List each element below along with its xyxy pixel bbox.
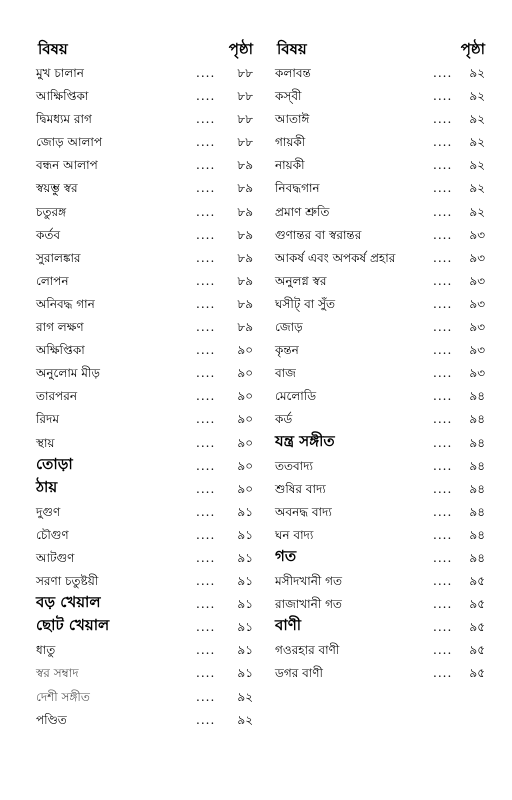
- index-entry: [36, 501, 253, 524]
- index-entry: [275, 270, 485, 293]
- index-entry: [275, 593, 485, 616]
- leader-dots: ....: [433, 574, 453, 589]
- entry-subject: মুখ চালান: [36, 66, 84, 80]
- index-entry: [36, 639, 253, 662]
- entry-page-number: ৯০: [237, 458, 253, 473]
- leader-dots: ....: [196, 343, 216, 358]
- entry-page-number: ৯০: [237, 435, 253, 450]
- index-entry: [275, 62, 485, 85]
- index-entry: [275, 362, 485, 385]
- leader-dots: ....: [196, 689, 216, 704]
- entry-subject: গুণান্তর বা স্বরান্তর: [275, 227, 362, 242]
- index-entry: [275, 247, 485, 270]
- leader-dots: ....: [196, 389, 216, 404]
- subject-heading: বিষয়: [38, 40, 68, 58]
- entry-page-number: ৮৯: [237, 181, 253, 196]
- entry-page-number: ৯৫: [469, 620, 485, 635]
- entry-subject: জোড়: [275, 320, 303, 335]
- entry-subject: ছোট খেয়াল: [36, 616, 110, 635]
- entry-page-number: ৯৩: [469, 273, 485, 288]
- entry-subject: গায়কী: [275, 135, 306, 150]
- leader-dots: ....: [196, 574, 216, 589]
- leader-dots: ....: [433, 412, 453, 427]
- leader-dots: ....: [433, 504, 453, 519]
- index-entry: [275, 639, 485, 662]
- entry-subject: দ্বিমধ্যম রাগ: [36, 112, 92, 127]
- entry-subject: চৌগুণ: [36, 527, 69, 542]
- left-header: [36, 38, 253, 62]
- index-entry: [275, 524, 485, 547]
- leader-dots: ....: [433, 527, 453, 542]
- leader-dots: ....: [196, 204, 216, 219]
- entry-page-number: ৯৫: [469, 574, 485, 589]
- index-entry: [36, 131, 253, 154]
- entry-page-number: ৯৪: [469, 504, 485, 519]
- entry-subject: কর্ড: [275, 412, 293, 427]
- index-entry: [275, 339, 485, 362]
- entry-page-number: ৮৯: [237, 204, 253, 219]
- entry-page-number: ৯৪: [469, 435, 485, 450]
- index-entry: [36, 432, 253, 455]
- leader-dots: ....: [196, 666, 216, 681]
- leader-dots: ....: [433, 666, 453, 681]
- entry-page-number: ৯১: [237, 666, 253, 681]
- leader-dots: ....: [196, 597, 216, 612]
- index-entry: [36, 177, 253, 200]
- entry-subject: গওরহার বাণী: [275, 643, 340, 658]
- entry-subject: তারপরন: [36, 389, 77, 404]
- leader-dots: ....: [433, 620, 453, 635]
- index-entry: [36, 478, 253, 501]
- entry-subject: বাজ: [275, 366, 296, 381]
- index-entry: [275, 154, 485, 177]
- leader-dots: ....: [433, 227, 453, 242]
- entry-page-number: ৯২: [237, 712, 253, 727]
- leader-dots: ....: [196, 527, 216, 542]
- index-entry: [275, 316, 485, 339]
- index-entry: [36, 385, 253, 408]
- leader-dots: ....: [196, 135, 216, 150]
- entry-subject: নায়কী: [275, 158, 305, 173]
- entry-page-number: ৯১: [237, 620, 253, 635]
- entry-page-number: ৯২: [469, 181, 485, 196]
- leader-dots: ....: [433, 597, 453, 612]
- right-header: [275, 38, 485, 62]
- leader-dots: ....: [433, 366, 453, 381]
- entry-page-number: ৯৪: [469, 389, 485, 404]
- right-column: [275, 38, 485, 686]
- left-column: [36, 38, 253, 732]
- index-entry: [275, 408, 485, 431]
- entry-subject: গত: [275, 546, 297, 565]
- index-entry: [275, 455, 485, 478]
- leader-dots: ....: [433, 135, 453, 150]
- entry-page-number: ৮৯: [237, 273, 253, 288]
- entry-page-number: ৯২: [469, 89, 485, 104]
- entry-page-number: ৯১: [237, 504, 253, 519]
- leader-dots: ....: [196, 458, 216, 473]
- leader-dots: ....: [433, 89, 453, 104]
- leader-dots: ....: [433, 458, 453, 473]
- entry-subject: লোপন: [36, 273, 69, 288]
- index-entry: [36, 293, 253, 316]
- entry-page-number: ৯০: [237, 412, 253, 427]
- leader-dots: ....: [196, 158, 216, 173]
- entry-subject: বাণী: [275, 616, 302, 635]
- leader-dots: ....: [433, 343, 453, 358]
- entry-page-number: ৯৩: [469, 366, 485, 381]
- leader-dots: ....: [433, 112, 453, 127]
- index-entry: [36, 339, 253, 362]
- leader-dots: ....: [196, 412, 216, 427]
- leader-dots: ....: [196, 273, 216, 288]
- entry-subject: ঠায়: [36, 477, 58, 496]
- entry-subject: কস্‌বী: [275, 89, 302, 104]
- entry-subject: আতাঈ: [275, 112, 310, 127]
- index-entry: [36, 270, 253, 293]
- leader-dots: ....: [433, 643, 453, 658]
- index-entry: [275, 177, 485, 200]
- leader-dots: ....: [196, 181, 216, 196]
- entry-page-number: ৮৯: [237, 158, 253, 173]
- leader-dots: ....: [433, 296, 453, 311]
- index-entry: [36, 662, 253, 685]
- entry-subject: ঘন বাদ্য: [275, 527, 314, 542]
- leader-dots: ....: [196, 66, 216, 80]
- index-entry: [36, 616, 253, 639]
- entry-subject: ঘসীট্‌ বা সুঁত: [275, 296, 336, 311]
- entry-page-number: ৯০: [237, 481, 253, 496]
- leader-dots: ....: [433, 158, 453, 173]
- entry-page-number: ৮৮: [237, 89, 253, 104]
- index-entry: [36, 85, 253, 108]
- index-entry: [36, 547, 253, 570]
- leader-dots: ....: [433, 389, 453, 404]
- entry-subject: কর্তব: [36, 227, 61, 242]
- entry-subject: যন্ত্র সঙ্গীত: [275, 431, 335, 450]
- entry-subject: কৃন্তন: [275, 343, 299, 358]
- entry-page-number: ৯৪: [469, 527, 485, 542]
- index-entry: [36, 62, 253, 85]
- index-entry: [36, 408, 253, 431]
- index-entry: [36, 316, 253, 339]
- entry-subject: শুষির বাদ্য: [275, 481, 326, 496]
- leader-dots: ....: [196, 620, 216, 635]
- entry-page-number: ৯২: [469, 112, 485, 127]
- entry-page-number: ৯৩: [469, 320, 485, 335]
- entry-subject: অনিবদ্ধ গান: [36, 296, 95, 311]
- entry-subject: ধাতু: [36, 643, 56, 658]
- page-heading: পৃষ্ঠা: [460, 40, 485, 58]
- entry-subject: পণ্ডিত: [36, 712, 67, 727]
- entry-page-number: ৯১: [237, 550, 253, 565]
- entry-page-number: ৯৪: [469, 458, 485, 473]
- entry-page-number: ৮৮: [237, 135, 253, 150]
- entry-subject: অনুলোম মীড়: [36, 366, 100, 381]
- index-entry: [36, 709, 253, 732]
- entry-subject: চতুরঙ্গ: [36, 204, 67, 219]
- page-heading: পৃষ্ঠা: [228, 40, 253, 58]
- entry-subject: কলাবন্ত: [275, 66, 311, 80]
- entry-page-number: ৯২: [469, 204, 485, 219]
- leader-dots: ....: [433, 204, 453, 219]
- entry-subject: ততবাদ্য: [275, 458, 313, 473]
- index-entry: [275, 385, 485, 408]
- index-entry: [36, 201, 253, 224]
- index-entry: [275, 547, 485, 570]
- leader-dots: ....: [196, 112, 216, 127]
- entry-subject: স্থায়: [36, 435, 55, 450]
- entry-page-number: ৯২: [237, 689, 253, 704]
- leader-dots: ....: [196, 643, 216, 658]
- entry-subject: রিদম: [36, 412, 60, 427]
- leader-dots: ....: [433, 435, 453, 450]
- entry-subject: রাজাখানী গত: [275, 597, 342, 612]
- entry-page-number: ৯৪: [469, 412, 485, 427]
- leader-dots: ....: [433, 66, 453, 80]
- entry-subject: অনুলগ্ন স্বর: [275, 273, 327, 288]
- entry-page-number: ৯৪: [469, 550, 485, 565]
- entry-page-number: ৯৩: [469, 343, 485, 358]
- entry-page-number: ৯১: [237, 597, 253, 612]
- entry-subject: আটগুণ: [36, 550, 75, 565]
- entry-page-number: ৯২: [469, 66, 485, 80]
- index-entry: [36, 154, 253, 177]
- entry-subject: অবনদ্ধ বাদ্য: [275, 504, 332, 519]
- entry-page-number: ৯৩: [469, 227, 485, 242]
- right-entry-list: [275, 62, 485, 686]
- entry-subject: তোড়া: [36, 454, 73, 473]
- entry-subject: রাগ লক্ষণ: [36, 320, 84, 335]
- leader-dots: ....: [433, 320, 453, 335]
- entry-page-number: ৯৫: [469, 666, 485, 681]
- entry-page-number: ৯১: [237, 643, 253, 658]
- entry-page-number: ৯৪: [469, 481, 485, 496]
- entry-page-number: ৮৯: [237, 227, 253, 242]
- entry-page-number: ৮৯: [237, 250, 253, 265]
- leader-dots: ....: [433, 481, 453, 496]
- entry-page-number: ৯৩: [469, 296, 485, 311]
- index-entry: [275, 131, 485, 154]
- entry-page-number: ৮৯: [237, 296, 253, 311]
- entry-subject: স্বর সম্বাদ: [36, 666, 79, 681]
- entry-page-number: ৯০: [237, 389, 253, 404]
- index-entry: [275, 616, 485, 639]
- leader-dots: ....: [196, 504, 216, 519]
- entry-page-number: ৯১: [237, 574, 253, 589]
- entry-page-number: ৮৮: [237, 112, 253, 127]
- entry-subject: নিবদ্ধগান: [275, 181, 320, 196]
- entry-page-number: ৮৮: [237, 66, 253, 80]
- entry-subject: আক্ষিপ্তিকা: [36, 89, 89, 104]
- index-entry: [275, 501, 485, 524]
- entry-subject: দুগুণ: [36, 504, 61, 519]
- index-entry: [36, 455, 253, 478]
- entry-page-number: ৯৫: [469, 643, 485, 658]
- entry-page-number: ৮৯: [237, 320, 253, 335]
- index-entry: [36, 224, 253, 247]
- index-entry: [36, 362, 253, 385]
- entry-subject: বন্ধন আলাপ: [36, 158, 98, 173]
- index-entry: [275, 224, 485, 247]
- leader-dots: ....: [433, 273, 453, 288]
- entry-subject: অক্ষিপ্তিকা: [36, 343, 85, 358]
- index-entry: [36, 108, 253, 131]
- leader-dots: ....: [196, 89, 216, 104]
- entry-page-number: ৯০: [237, 343, 253, 358]
- index-entry: [36, 570, 253, 593]
- entry-page-number: ৯৩: [469, 250, 485, 265]
- index-entry: [275, 478, 485, 501]
- subject-heading: বিষয়: [277, 40, 307, 58]
- leader-dots: ....: [196, 296, 216, 311]
- leader-dots: ....: [196, 550, 216, 565]
- leader-dots: ....: [196, 366, 216, 381]
- leader-dots: ....: [196, 481, 216, 496]
- entry-page-number: ৯২: [469, 158, 485, 173]
- leader-dots: ....: [196, 435, 216, 450]
- leader-dots: ....: [433, 250, 453, 265]
- entry-page-number: ৯২: [469, 135, 485, 150]
- entry-subject: সরণা চতুষ্টয়ী: [36, 574, 99, 589]
- leader-dots: ....: [196, 227, 216, 242]
- index-entry: [36, 247, 253, 270]
- entry-subject: প্রমাণ শ্রুতি: [275, 204, 330, 219]
- leader-dots: ....: [196, 250, 216, 265]
- index-entry: [36, 686, 253, 709]
- index-entry: [36, 593, 253, 616]
- entry-subject: মসীদখানী গত: [275, 574, 342, 589]
- entry-page-number: ৯৫: [469, 597, 485, 612]
- entry-subject: ডগর বাণী: [275, 666, 323, 681]
- leader-dots: ....: [196, 320, 216, 335]
- entry-subject: জোড় আলাপ: [36, 135, 103, 150]
- entry-subject: সুরালঙ্কার: [36, 250, 81, 265]
- entry-page-number: ৯০: [237, 366, 253, 381]
- index-entry: [275, 108, 485, 131]
- leader-dots: ....: [196, 712, 216, 727]
- entry-subject: বড় খেয়াল: [36, 593, 101, 612]
- index-entry: [275, 85, 485, 108]
- index-entry: [275, 201, 485, 224]
- index-entry: [275, 570, 485, 593]
- entry-subject: স্বয়ম্ভু স্বর: [36, 181, 78, 196]
- entry-subject: মেলোডি: [275, 389, 317, 404]
- entry-subject: দেশী সঙ্গীত: [36, 689, 90, 704]
- index-entry: [275, 432, 485, 455]
- index-entry: [275, 293, 485, 316]
- leader-dots: ....: [433, 550, 453, 565]
- entry-subject: আকর্ষ এবং অপকর্ষ প্রহার: [275, 250, 396, 265]
- index-entry: [36, 524, 253, 547]
- index-entry: [275, 662, 485, 685]
- left-entry-list: [36, 62, 253, 732]
- entry-page-number: ৯১: [237, 527, 253, 542]
- leader-dots: ....: [433, 181, 453, 196]
